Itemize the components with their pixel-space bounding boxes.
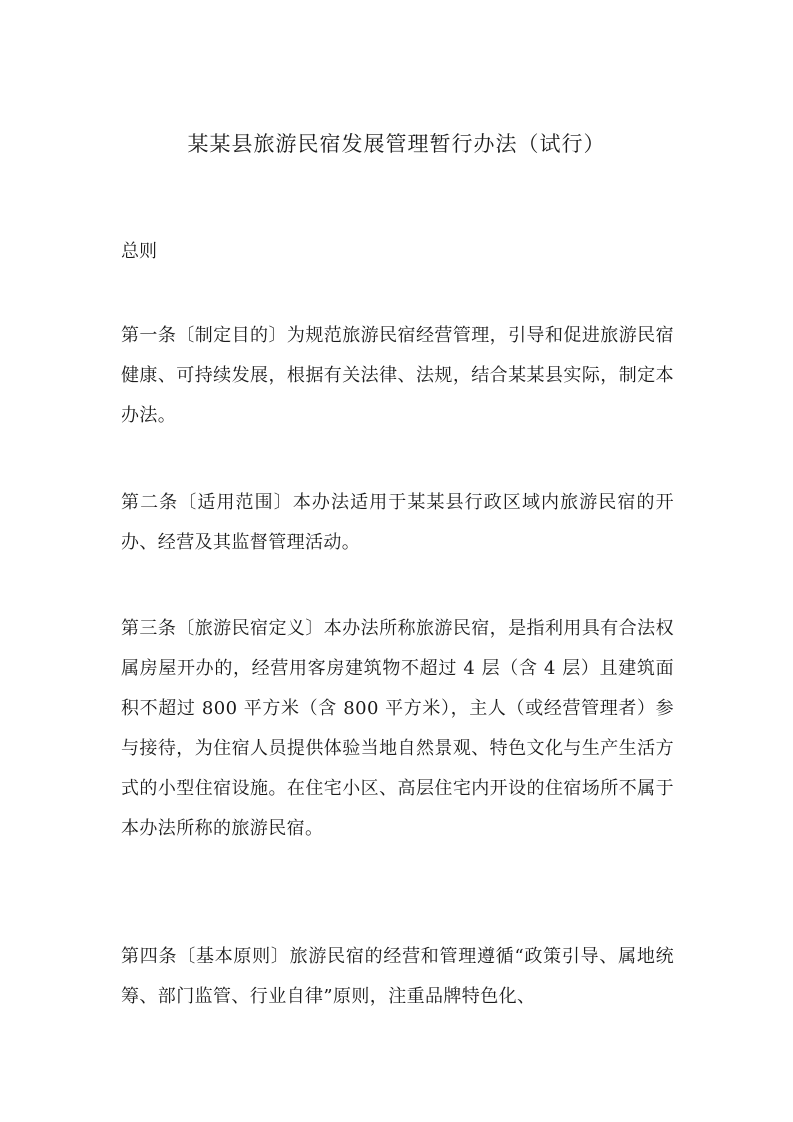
- article-1-paragraph: 第一条〔制定目的〕为规范旅游民宿经营管理，引导和促进旅游民宿健康、可持续发展，根据有关法律、法规，结合某某县实际，制定本办法。: [121, 325, 674, 426]
- article-4-paragraph: 第四条〔基本原则〕旅游民宿的经营和管理遵循“政策引导、属地统筹、部门监管、行业自律”原则，注重品牌特色化、: [121, 946, 674, 1007]
- article-2-paragraph: 第二条〔适用范围〕本办法适用于某某县行政区域内旅游民宿的开办、经营及其监督管理活动。: [121, 492, 674, 553]
- section-heading-general-provisions: 总则: [121, 241, 157, 262]
- document-title: 某某县旅游民宿发展管理暂行办法（试行）: [187, 132, 606, 156]
- article-3-paragraph: 第三条〔旅游民宿定义〕本办法所称旅游民宿，是指利用具有合法权属房屋开办的，经营用客房建筑物不超过 4 层（含 4 层）且建筑面积不超过 800 平方米（含 800 平方米），主人（或经营管理者）参与接待，为住宿人员提供体验当地自然景观、特色文化与生产生活方式的小型住宿设施。在住宅小区、高层住宅内开设的住宿场所不属于本办法所称的旅游民宿。: [121, 618, 674, 839]
